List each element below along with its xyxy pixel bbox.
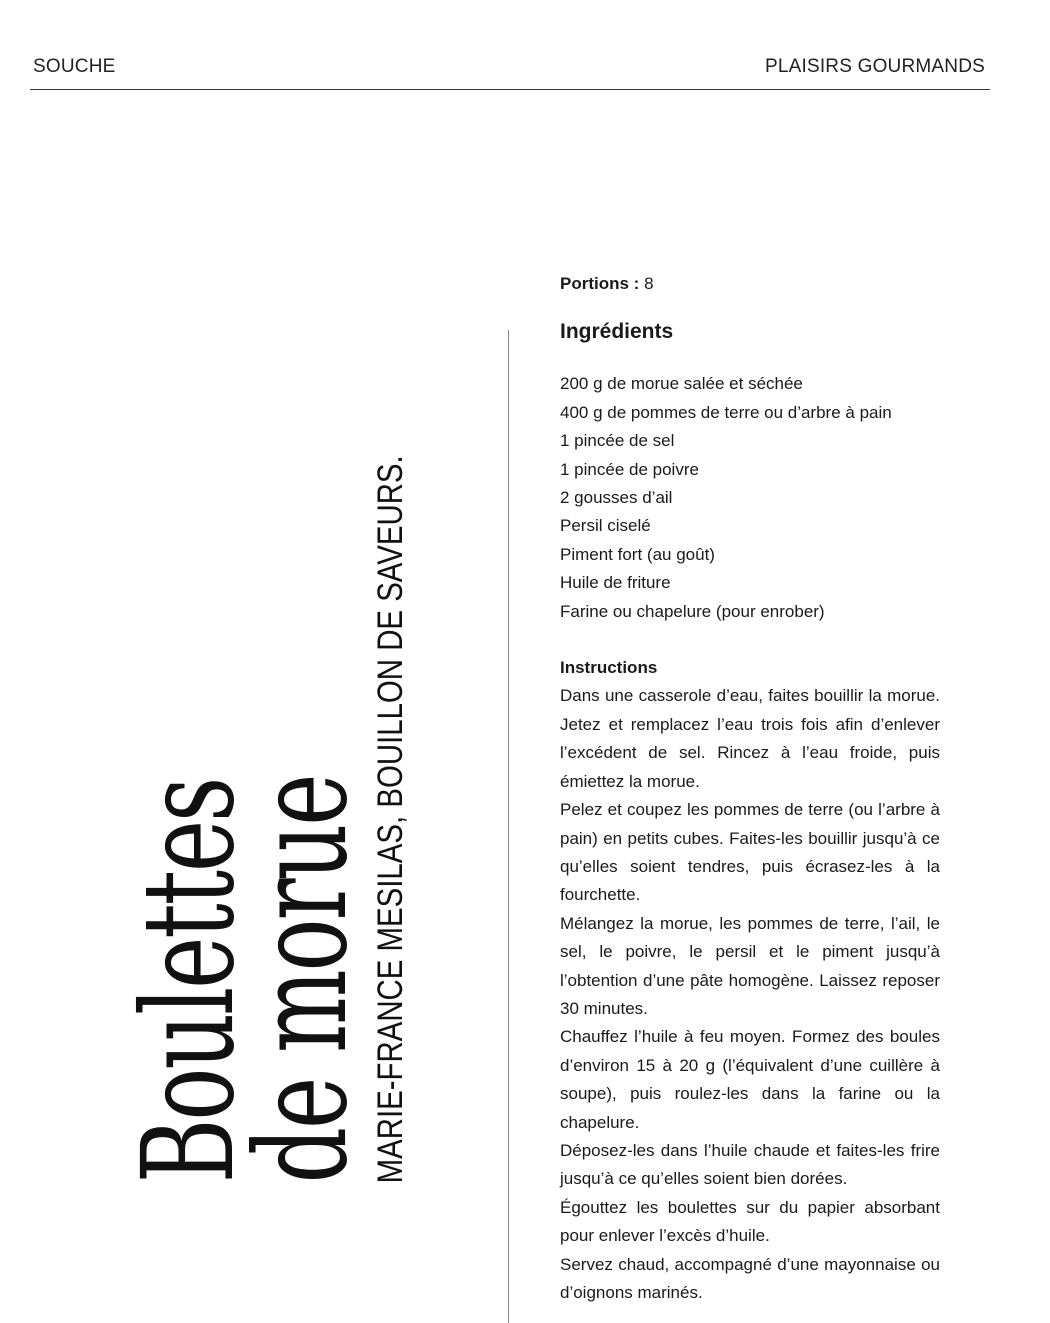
ingredient-item: Farine ou chapelure (pour enrober) <box>560 601 825 621</box>
instruction-step: Mélangez la morue, les pommes de terre, l’ail, le sel, le poivre, le persil et le piment jusqu’à l’obtention d’une pâte homogène. Laissez reposer 30 minutes. <box>560 913 940 1018</box>
ingredient-item: 400 g de pommes de terre ou d’arbre à pain <box>560 402 892 422</box>
recipe-column <box>560 270 940 1307</box>
header-rule <box>30 89 990 90</box>
ingredient-item: Persil ciselé <box>560 516 651 536</box>
portions-value: 8 <box>644 274 654 293</box>
recipe-title-line-2: de morue <box>228 775 376 1184</box>
instructions-heading: Instructions <box>560 658 658 678</box>
section-label: SOUCHE <box>33 56 116 77</box>
ingredient-item: 1 pincée de poivre <box>560 459 699 479</box>
author-byline: MARIE-FRANCE MESILAS, BOUILLON DE SAVEURS. <box>370 455 410 1184</box>
ingredient-item: Piment fort (au goût) <box>560 544 715 564</box>
instruction-step: Dans une casserole d’eau, faites bouillir la morue. Jetez et remplacez l’eau trois fois afin d’enlever l’excédent de sel. Rincez à l’eau froide, puis émiettez la morue. <box>560 686 940 791</box>
instruction-step: Déposez-les dans l’huile chaude et faites-les frire jusqu’à ce qu’elles soient bien dorées. <box>560 1140 940 1189</box>
instruction-step: Pelez et coupez les pommes de terre (ou l’arbre à pain) en petits cubes. Faites-les bouillir jusqu’à ce qu’elles soient tendres, puis écrasez-les à la fourchette. <box>560 800 940 905</box>
instruction-step: Servez chaud, accompagné d’une mayonnaise ou d’oignons marinés. <box>560 1254 940 1302</box>
ingredient-item: 2 gousses d’ail <box>560 488 673 508</box>
ingredients-list <box>560 370 940 626</box>
portions <box>560 270 940 298</box>
recipe-title-line-1: Boulettes <box>115 778 263 1184</box>
portions-label: Portions : <box>560 274 640 293</box>
ingredient-item: 1 pincée de sel <box>560 431 675 451</box>
instruction-step: Chauffez l’huile à feu moyen. Formez des boules d’environ 15 à 20 g (l’équivalent d’une cuillère à soupe), puis roulez-les dans la farine ou la chapelure. <box>560 1027 940 1132</box>
column-divider <box>508 330 509 1323</box>
ingredient-item: Huile de friture <box>560 573 671 593</box>
magazine-section-label: PLAISIRS GOURMANDS <box>764 56 985 77</box>
instruction-step: Égouttez les boulettes sur du papier absorbant pour enlever l’excès d’huile. <box>560 1197 940 1246</box>
ingredient-item: 200 g de morue salée et séchée <box>560 374 803 394</box>
ingredients-heading: Ingrédients <box>560 320 674 344</box>
